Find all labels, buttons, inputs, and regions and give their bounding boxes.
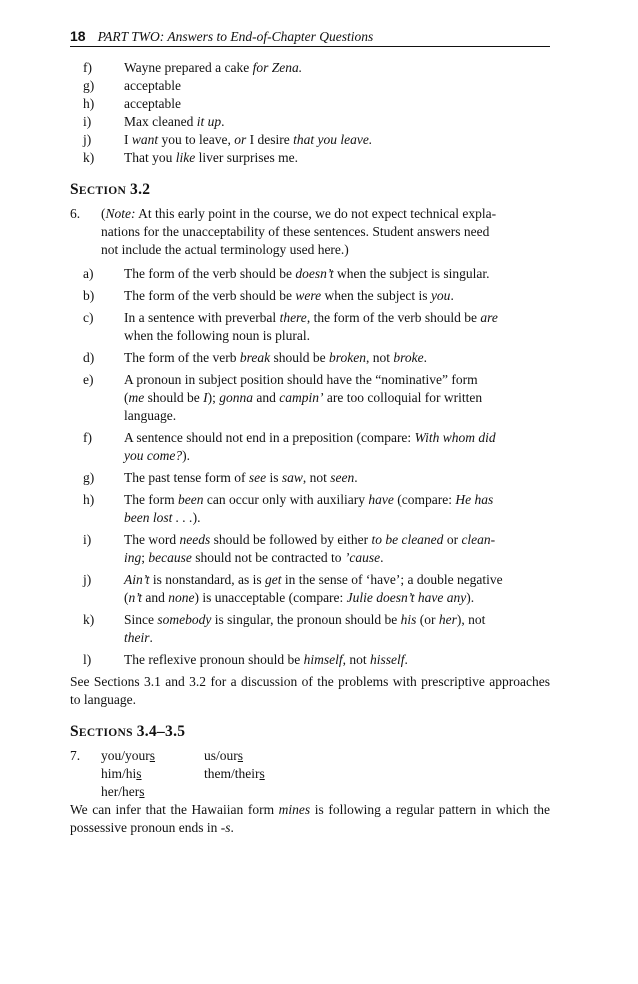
list-item: j) Ain’t is nonstandard, as is get in the sense of ‘have’; a double negative (n’t and none) is unacceptable (compare: Julie doesn’t have any). bbox=[83, 572, 503, 605]
list-item: i) Max cleaned it up. bbox=[83, 114, 225, 129]
list-item: j) I want you to leave, or I desire that you leave. bbox=[83, 132, 373, 147]
list-item: h) The form been can occur only with auxiliary have (compare: He has been lost . . .). bbox=[83, 492, 494, 525]
list-item: k) That you like liver surprises me. bbox=[83, 150, 298, 165]
page bbox=[70, 28, 550, 837]
list-item: b) The form of the verb should be were when the subject is you. bbox=[83, 288, 454, 303]
running-header bbox=[70, 28, 550, 47]
list-item: l) The reflexive pronoun should be himself, not hisself. bbox=[83, 652, 408, 667]
list-item: g) acceptable bbox=[83, 78, 181, 93]
list-item: d) The form of the verb break should be broken, not broke. bbox=[83, 350, 427, 365]
question-7 bbox=[70, 747, 550, 801]
list-item: c) In a sentence with preverbal there, the form of the verb should be are when the following noun is plural. bbox=[83, 310, 498, 343]
page-number: 18 bbox=[70, 28, 86, 44]
list-item: g) The past tense form of see is saw, not seen. bbox=[83, 470, 358, 485]
list-item: f) A sentence should not end in a preposition (compare: With whom did you come?). bbox=[83, 430, 496, 463]
section-heading-3-4-3-5: SECTIONS 3.4–3.5 bbox=[70, 723, 186, 740]
list-item: a) The form of the verb should be doesn’t when the subject is singular. bbox=[83, 266, 490, 281]
list-item: i) The word needs should be followed by either to be cleaned or clean- ing; because should not be contracted to ’cause. bbox=[83, 532, 496, 565]
list-item: f) Wayne prepared a cake for Zena. bbox=[83, 60, 303, 75]
see-sections-paragraph: See Sections 3.1 and 3.2 for a discussion of the problems with prescriptive approaches to language. bbox=[70, 674, 550, 707]
list-item: k) Since somebody is singular, the pronoun should be his (or her), not their. bbox=[83, 612, 486, 645]
conclusion-paragraph: We can infer that the Hawaiian form mines is following a regular pattern in which the possessive pronoun ends in -s. bbox=[70, 802, 551, 835]
pronoun-row: him/his them/theirs bbox=[101, 766, 265, 781]
top-answer-list bbox=[70, 59, 550, 167]
list-item: e) A pronoun in subject position should have the “nominative” form (me should be I); gonna and campin’ are too colloquial for written language. bbox=[83, 372, 483, 423]
question-6-items bbox=[70, 265, 550, 669]
question-6: 6. (Note: At this early point in the course, we do not expect technical expla- nations for the unacceptability of these sentences. Student answers need not include the actual terminology used here.) bbox=[70, 206, 497, 257]
pronoun-row: 7. you/yours us/ours bbox=[70, 748, 244, 763]
pronoun-row: her/hers bbox=[101, 784, 145, 799]
running-head: PART TWO: Answers to End-of-Chapter Questions bbox=[97, 29, 374, 44]
section-heading-3-2: SECTION 3.2 bbox=[70, 181, 151, 198]
list-item: h) acceptable bbox=[83, 96, 181, 111]
